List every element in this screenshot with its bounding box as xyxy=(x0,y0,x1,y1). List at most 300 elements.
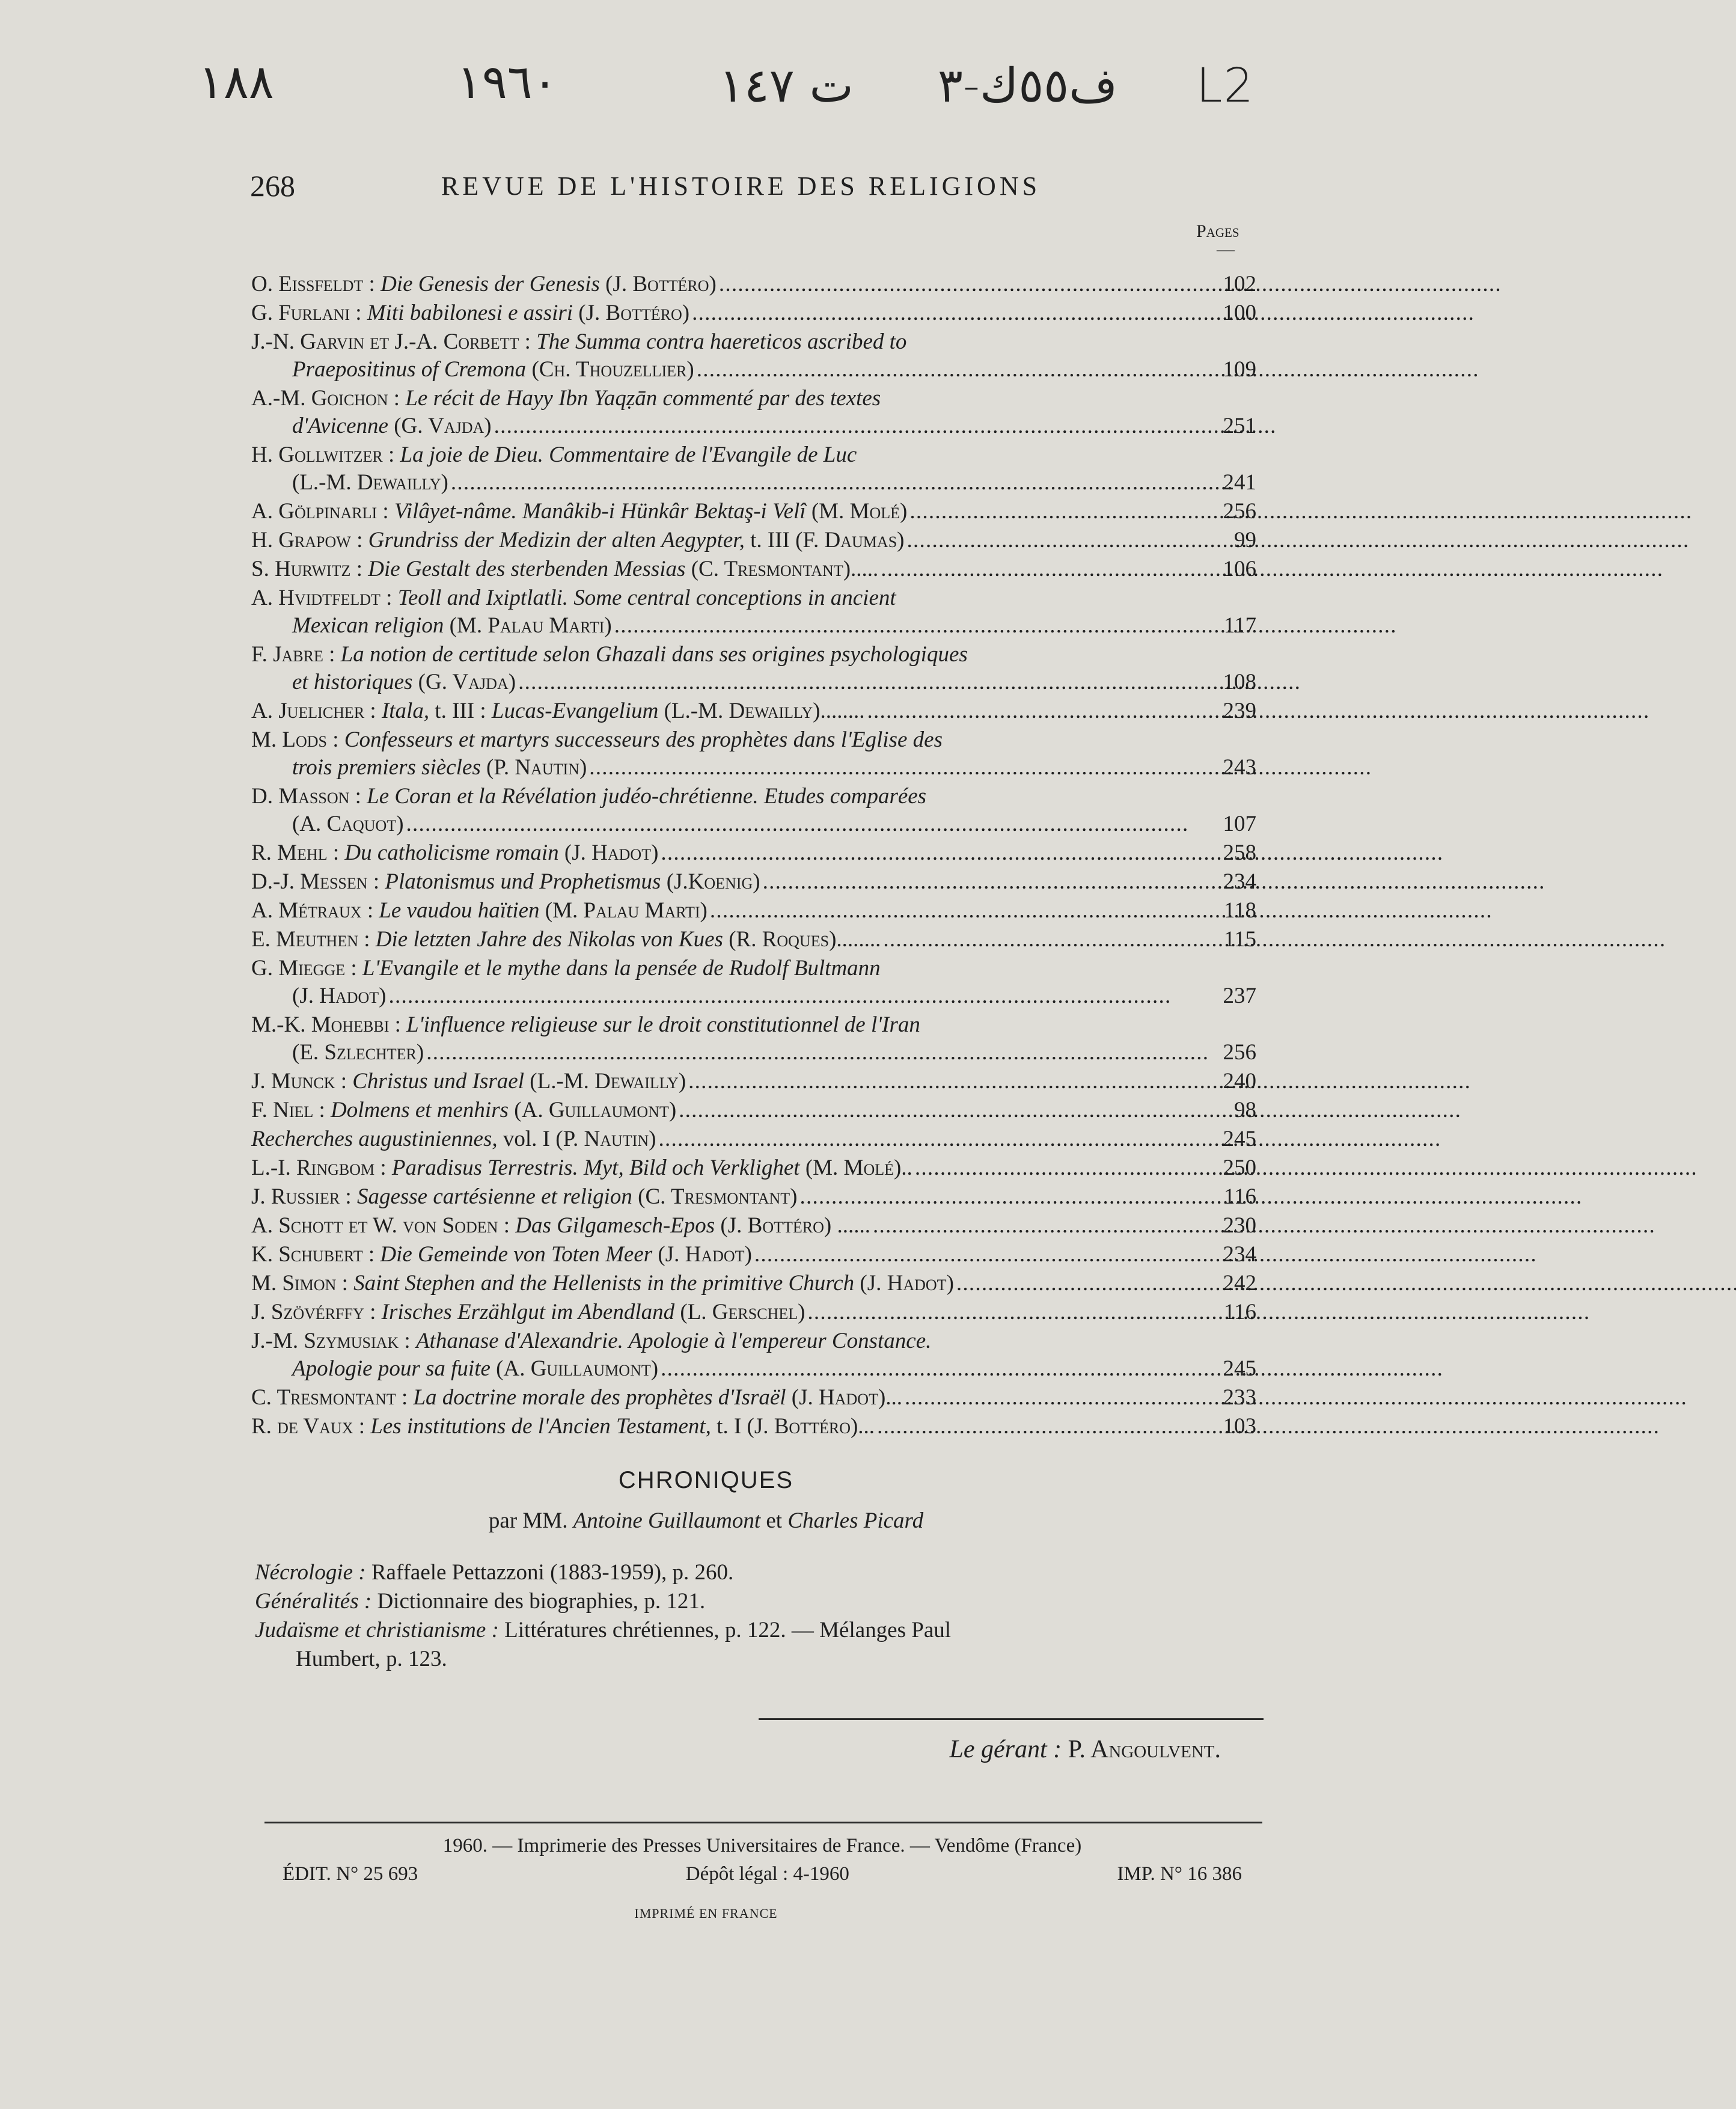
chronique-text: Dictionnaire des biographies, p. 121. xyxy=(377,1589,706,1614)
toc-entry-line: F. Niel : Dolmens et menhirs (A. Guillaumont) . . . xyxy=(251,1097,1199,1124)
entry-author: G. Miegge xyxy=(251,956,346,981)
entry-reviewer: J. Hadot xyxy=(572,840,652,865)
toc-entry-line: (J. Hadot) . . . xyxy=(251,982,1199,1010)
toc-entry-line: Mexican religion (M. Palau Marti) . . . xyxy=(251,612,1199,640)
toc-entry-line: (L.-M. Dewailly) . . . xyxy=(251,469,1199,497)
toc-entry-line: J.-N. Garvin et J.-A. Corbett : The Summa contra haereticos ascribed to xyxy=(251,329,907,354)
toc-entry-line: Recherches augustiniennes, vol. I (P. Nautin) . . . xyxy=(251,1125,1199,1153)
toc-entry xyxy=(251,271,1256,298)
entry-author: A. Hvidtfeldt xyxy=(251,586,381,610)
handwritten-note-1: ١٨٨ xyxy=(198,55,274,109)
leader-dots xyxy=(492,412,1274,440)
entry-author: K. Schubert xyxy=(251,1242,363,1267)
toc-entry-line: Apologie pour sa fuite (A. Guillaumont) . . . xyxy=(251,1355,1199,1383)
toc-entry xyxy=(251,955,1256,1010)
entry-reviewer: J.Koenig xyxy=(674,869,753,894)
leader-dots xyxy=(870,1212,1652,1240)
entry-title: Die letzten Jahre des Nikolas von Kues xyxy=(375,927,723,952)
toc-entry xyxy=(251,783,1256,838)
entry-author: H. Gollwitzer xyxy=(251,442,383,467)
entry-page-number: 118 xyxy=(1223,898,1256,923)
entry-author: H. Grapow xyxy=(251,528,351,553)
entry-close: ).. xyxy=(893,1156,912,1180)
entry-reviewer: L.-M. Dewailly xyxy=(537,1069,679,1094)
toc-entry-line: L.-I. Ringbom : Paradisus Terrestris. Myt, Bild och Verklighet (M. Molé).. . . . xyxy=(251,1154,1199,1182)
entry-author: E. Meuthen xyxy=(251,927,358,952)
toc-entry-line: E. Meuthen : Die letzten Jahre des Nikolas von Kues (R. Roques)........ . . . xyxy=(251,926,1199,953)
leader-dots xyxy=(676,1097,1458,1124)
entry-title: Du catholicisme romain xyxy=(344,840,559,865)
toc-entry xyxy=(251,498,1256,525)
toc-entry-line: H. Grapow : Grundriss der Medizin der alten Aegypter, t. III (F. Daumas) . . . xyxy=(251,527,1199,554)
entry-reviewer: F. Daumas xyxy=(802,528,897,553)
entry-title: Die Gemeinde von Toten Meer xyxy=(380,1242,653,1267)
pages-column-dash: — xyxy=(1217,239,1235,259)
toc-entry xyxy=(251,1384,1256,1412)
entry-reviewer: J. Bottéro xyxy=(613,272,709,296)
entry-page-number: 233 xyxy=(1223,1385,1256,1410)
leader-dots xyxy=(881,926,1663,953)
toc-entry-line: G. Miegge : L'Evangile et le mythe dans la pensée de Rudolf Bultmann xyxy=(251,956,881,981)
entry-title: d'Avicenne xyxy=(292,414,388,438)
entry-close: ) xyxy=(753,869,760,894)
leader-dots xyxy=(694,356,1476,384)
leader-dots xyxy=(612,612,1394,640)
entry-reviewer: P. Nautin xyxy=(563,1127,649,1151)
entry-title: Die Genesis der Genesis xyxy=(381,272,600,296)
entry-author: A. Schott et W. von Soden xyxy=(251,1213,498,1238)
entry-page-number: 234 xyxy=(1223,869,1256,894)
toc-entry xyxy=(251,441,1256,497)
entry-close: ) xyxy=(946,1271,954,1296)
toc-entry xyxy=(251,1270,1256,1297)
entry-author: F. Jabre xyxy=(251,642,323,667)
handwritten-note-5: L2 xyxy=(1196,59,1255,113)
leader-dots xyxy=(686,1068,1468,1095)
entry-author: J.-M. Szymusiak xyxy=(251,1329,399,1353)
toc-entry-line: O. Eissfeldt : Die Genesis der Genesis (J. Bottéro) . . . xyxy=(251,271,1199,298)
leader-dots xyxy=(656,1125,1438,1153)
entry-title: et historiques xyxy=(292,670,413,694)
entry-author: A. Métraux xyxy=(251,898,362,923)
entry-page-number: 107 xyxy=(1223,812,1256,836)
leader-dots xyxy=(404,810,1199,838)
entry-reviewer: Ch. Thouzellier xyxy=(539,357,687,382)
entry-reviewer: M. Palau Marti xyxy=(552,898,700,923)
edit-number: ÉDIT. N° 25 693 xyxy=(283,1863,418,1885)
entry-title: La notion de certitude selon Ghazali dans ses origines psychologiques xyxy=(340,642,968,667)
handwritten-note-3: ت ١٤٧ xyxy=(719,59,854,113)
entry-title: Saint Stephen and the Hellenists in the primitive Church xyxy=(353,1271,855,1296)
entry-title: Die Gestalt des sterbenden Messias xyxy=(368,557,686,581)
entry-title: La doctrine morale des prophètes d'Israël xyxy=(413,1385,786,1410)
entry-reviewer: J. Bottéro xyxy=(727,1213,824,1238)
leader-dots xyxy=(752,1241,1534,1269)
entry-author: J. Munck xyxy=(251,1069,335,1094)
entry-author: C. Tresmontant xyxy=(251,1385,396,1410)
toc-entry-line: S. Hurwitz : Die Gestalt des sterbenden Messias (C. Tresmontant)..... . . . xyxy=(251,556,1199,583)
entry-reviewer: G. Vajda xyxy=(401,414,484,438)
entry-close: ) xyxy=(700,898,708,923)
toc-entry xyxy=(251,328,1256,384)
entry-page-number: 116 xyxy=(1223,1184,1256,1209)
toc-entry xyxy=(251,1413,1256,1440)
toc-entry xyxy=(251,385,1256,440)
chronique-label: Généralités : xyxy=(255,1589,372,1614)
entry-reviewer: J. Hadot xyxy=(867,1271,947,1296)
entry-author: R. de Vaux xyxy=(251,1414,353,1439)
toc-entry-line: (A. Caquot) . . . xyxy=(251,810,1199,838)
entry-page-number: 258 xyxy=(1223,840,1256,865)
leader-dots xyxy=(878,556,1660,583)
entry-page-number: 240 xyxy=(1223,1069,1256,1094)
entry-title: Apologie pour sa fuite xyxy=(292,1356,491,1381)
entry-author: M. Lods xyxy=(251,727,328,752)
leader-dots xyxy=(954,1270,1736,1297)
toc-entry xyxy=(251,556,1256,583)
chronique-continuation: Humbert, p. 123. xyxy=(296,1647,447,1671)
entry-page-number: 239 xyxy=(1223,699,1256,723)
toc-entry-line: R. de Vaux : Les institutions de l'Ancien Testament, t. I (J. Bottéro)... . . . xyxy=(251,1413,1199,1440)
entry-reviewer: G. Vajda xyxy=(426,670,509,694)
entry-page-number: 241 xyxy=(1223,470,1256,495)
entry-title: Vilâyet-nâme. Manâkib-i Hünkâr Bektaş-i Velî xyxy=(394,499,806,524)
toc-entry xyxy=(251,299,1256,327)
entry-reviewer: M. Molé xyxy=(819,499,900,524)
entry-close: )........ xyxy=(829,927,881,952)
leader-dots xyxy=(689,299,1472,327)
toc-entry-line: A. Schott et W. von Soden : Das Gilgamesch-Epos (J. Bottéro) ...... . . . xyxy=(251,1212,1199,1240)
entry-page-number: 103 xyxy=(1223,1414,1256,1439)
chronique-item xyxy=(255,1616,1271,1645)
entry-close: )..... xyxy=(843,557,879,581)
toc-entry xyxy=(251,1327,1256,1383)
toc-entry-line: A. Juelicher : Itala, t. III : Lucas-Evangelium (L.-M. Dewailly)........ . . . xyxy=(251,697,1199,725)
entry-title: Irisches Erzählgut im Abendland xyxy=(381,1300,675,1324)
entry-title: Lucas-Evangelium xyxy=(491,699,659,723)
leader-dots xyxy=(907,498,1689,525)
entry-reviewer: L.-M. Dewailly xyxy=(671,699,813,723)
author-guillaumont: Antoine Guillaumont xyxy=(573,1508,761,1533)
toc-entry-line: D.-J. Messen : Platonismus und Prophetismus (J.Koenig) . . . xyxy=(251,868,1199,896)
entry-close: ) xyxy=(441,470,448,495)
toc-entry-line: J. Munck : Christus und Israel (L.-M. Dewailly) . . . xyxy=(251,1068,1199,1095)
entry-author: M.-K. Mohebbi xyxy=(251,1012,390,1037)
entry-title: Paradisus Terrestris. Myt, Bild och Verklighet xyxy=(391,1156,800,1180)
entry-page-number: 250 xyxy=(1223,1156,1256,1180)
entry-author: J. Russier xyxy=(251,1184,340,1209)
toc-entry-line: A. Gölpinarli : Vilâyet-nâme. Manâkib-i Hünkâr Bektaş-i Velî (M. Molé) . . . xyxy=(251,498,1199,525)
chroniques-title: CHRONIQUES xyxy=(618,1467,794,1493)
leader-dots xyxy=(516,669,1298,696)
entry-reviewer: J. Hadot xyxy=(799,1385,878,1410)
toc-entry-line: D. Masson : Le Coran et la Révélation judéo-chrétienne. Etudes comparées xyxy=(251,784,927,809)
entry-page-number: 102 xyxy=(1223,272,1256,296)
entry-author: L.-I. Ringbom xyxy=(251,1156,375,1180)
entry-author: A. Juelicher xyxy=(251,699,365,723)
entry-close: ) xyxy=(484,414,492,438)
entry-page-number: 251 xyxy=(1223,414,1256,438)
chronique-label: Nécrologie : xyxy=(255,1560,366,1585)
entry-title: Confesseurs et martyrs successeurs des prophètes dans l'Eglise des xyxy=(344,727,943,752)
entry-close: ) xyxy=(682,301,690,325)
toc-entry xyxy=(251,726,1256,782)
leader-dots xyxy=(658,1355,1440,1383)
entry-author: M. Simon xyxy=(251,1271,337,1296)
leader-dots xyxy=(658,839,1440,867)
toc-entry-line: M. Lods : Confesseurs et martyrs successeurs des prophètes dans l'Eglise des xyxy=(251,727,943,752)
entry-volume: vol. I xyxy=(497,1127,550,1151)
entry-reviewer: L.-M. Dewailly xyxy=(299,470,441,495)
entry-page-number: 256 xyxy=(1223,499,1256,524)
entry-title: Itala, xyxy=(381,699,430,723)
toc-entry-line: et historiques (G. Vajda) . . . xyxy=(251,669,1199,696)
entry-close: ) xyxy=(744,1242,752,1267)
author-picard: Charles Picard xyxy=(787,1508,924,1533)
entry-title: Mexican religion xyxy=(292,613,444,638)
entry-author: D.-J. Messen xyxy=(251,869,368,894)
entry-page-number: 243 xyxy=(1223,755,1256,780)
leader-dots xyxy=(805,1299,1587,1326)
page-number: 268 xyxy=(250,169,295,203)
entry-title: Recherches augustiniennes, xyxy=(251,1127,498,1151)
entry-close: )... xyxy=(850,1414,875,1439)
toc-entry-line: J. Szövérffy : Irisches Erzählgut im Abendland (L. Gerschel) . . . xyxy=(251,1299,1199,1326)
entry-title: Teoll and Ixiptlatli. Some central conceptions in ancient xyxy=(397,586,896,610)
toc-entry xyxy=(251,1068,1256,1095)
entry-volume: t. III : xyxy=(429,699,492,723)
entry-author: G. Furlani xyxy=(251,301,350,325)
entry-page-number: 108 xyxy=(1223,670,1256,694)
entry-close: ) xyxy=(396,812,404,836)
entry-close: ) xyxy=(686,357,694,382)
toc-entry xyxy=(251,839,1256,867)
toc-entry xyxy=(251,1241,1256,1269)
entry-close: ) xyxy=(897,528,905,553)
entry-page-number: 117 xyxy=(1223,613,1256,638)
entry-close: ) xyxy=(416,1040,424,1065)
gerant-name: P. Angoulvent. xyxy=(1068,1736,1221,1763)
chronique-text: Littératures chrétiennes, p. 122. — Mélanges Paul xyxy=(504,1618,952,1642)
toc-entry xyxy=(251,1097,1256,1124)
entry-author: J.-N. Garvin et J.-A. Corbett xyxy=(251,329,519,354)
toc-entry-line: H. Gollwitzer : La joie de Dieu. Commentaire de l'Evangile de Luc xyxy=(251,442,857,467)
entry-title: Miti babilonesi e assiri xyxy=(367,301,573,325)
toc-entry-line: M.-K. Mohebbi : L'influence religieuse sur le droit constitutionnel de l'Iran xyxy=(251,1012,920,1037)
entry-page-number: 234 xyxy=(1223,1242,1256,1267)
entry-volume: t. I xyxy=(711,1414,742,1439)
gerant-rule xyxy=(759,1718,1264,1720)
entry-page-number: 109 xyxy=(1223,357,1256,382)
toc-entry-line: G. Furlani : Miti babilonesi e assiri (J. Bottéro) . . . xyxy=(251,299,1199,327)
entry-close: ) xyxy=(900,499,908,524)
entry-author: D. Masson xyxy=(251,784,350,809)
entry-reviewer: J. Bottéro xyxy=(585,301,682,325)
leader-dots xyxy=(912,1154,1695,1182)
toc-entry-line: A. Hvidtfeldt : Teoll and Ixiptlatli. Some central conceptions in ancient xyxy=(251,586,896,610)
entry-title: Praepositinus of Cremona xyxy=(292,357,527,382)
entry-title: Le vaudou haïtien xyxy=(379,898,540,923)
toc-entry-line: A. Métraux : Le vaudou haïtien (M. Palau Marti) . . . xyxy=(251,897,1199,925)
entry-reviewer: M. Palau Marti xyxy=(456,613,605,638)
entry-title: Dolmens et menhirs xyxy=(331,1098,509,1122)
entry-page-number: 116 xyxy=(1223,1300,1256,1324)
entry-close: ) xyxy=(650,1356,659,1381)
toc-entry-line: C. Tresmontant : La doctrine morale des prophètes d'Israël (J. Hadot)... . . . xyxy=(251,1384,1199,1412)
toc-entry xyxy=(251,697,1256,725)
imp-number: IMP. N° 16 386 xyxy=(1117,1863,1242,1885)
entry-close: ) xyxy=(379,984,387,1008)
leader-dots xyxy=(387,982,1199,1010)
entry-close: ) ...... xyxy=(824,1213,870,1238)
entry-title: Le récit de Hayy Ibn Yaqẓān commenté par des textes xyxy=(405,386,881,411)
entry-close: ) xyxy=(508,670,516,694)
chronique-item xyxy=(255,1587,1271,1616)
entry-reviewer: A. Guillaumont xyxy=(503,1356,651,1381)
imprint-line: 1960. — Imprimerie des Presses Universitaires de France. — Vendôme (France) xyxy=(442,1835,1082,1856)
entry-reviewer: P. Nautin xyxy=(494,755,579,780)
leader-dots xyxy=(717,271,1499,298)
entry-author: R. Mehl xyxy=(251,840,328,865)
entry-title: Le Coran et la Révélation judéo-chrétienne. Etudes comparées xyxy=(367,784,927,809)
leader-dots xyxy=(424,1039,1206,1067)
entry-author: J. Szövérffy xyxy=(251,1300,364,1324)
entry-page-number: 256 xyxy=(1223,1040,1256,1065)
toc-entry xyxy=(251,868,1256,896)
imprint-rule xyxy=(264,1822,1262,1823)
toc-entry-line: Praepositinus of Cremona (Ch. Thouzellier) . . . xyxy=(251,356,1199,384)
entry-title: L'influence religieuse sur le droit constitutionnel de l'Iran xyxy=(406,1012,920,1037)
entry-author: A.-M. Goichon xyxy=(251,386,388,411)
entry-close: ) xyxy=(790,1184,798,1209)
entry-close: ) xyxy=(651,840,659,865)
toc-entry-line: A.-M. Goichon : Le récit de Hayy Ibn Yaqẓān commenté par des textes xyxy=(251,386,881,411)
leader-dots xyxy=(760,868,1542,896)
entry-author: F. Niel xyxy=(251,1098,314,1122)
entry-title: Grundriss der Medizin der alten Aegypter, xyxy=(368,528,745,553)
toc-entry xyxy=(251,584,1256,640)
toc-entry xyxy=(251,1299,1256,1326)
entry-reviewer: L. Gerschel xyxy=(687,1300,798,1324)
chronique-item xyxy=(255,1558,1271,1587)
entry-close: ) xyxy=(668,1098,677,1122)
toc-entry-line: d'Avicenne (G. Vajda) . . . xyxy=(251,412,1199,440)
toc-entry xyxy=(251,641,1256,696)
toc-entry xyxy=(251,897,1256,925)
entry-close: )........ xyxy=(813,699,865,723)
toc-entry xyxy=(251,527,1256,554)
toc-entry-line: (E. Szlechter) . . . xyxy=(251,1039,1199,1067)
leader-dots xyxy=(904,527,1686,554)
running-title: REVUE DE L'HISTOIRE DES RELIGIONS xyxy=(441,171,1041,201)
toc-entry-line: F. Jabre : La notion de certitude selon Ghazali dans ses origines psychologiques xyxy=(251,642,968,667)
entry-reviewer: J. Bottéro xyxy=(754,1414,851,1439)
entry-reviewer: J. Hadot xyxy=(299,984,379,1008)
reviews-index xyxy=(251,271,1256,1442)
toc-entry xyxy=(251,1183,1256,1211)
gerant-signature xyxy=(949,1735,1221,1764)
depot-legal: Dépôt légal : 4-1960 xyxy=(685,1863,849,1885)
handwritten-note-2: ١٩٦٠ xyxy=(457,55,558,109)
entry-reviewer: C. Tresmontant xyxy=(698,557,843,581)
toc-entry-line: J. Russier : Sagesse cartésienne et religion (C. Tresmontant) . . . xyxy=(251,1183,1199,1211)
entry-page-number: 245 xyxy=(1223,1356,1256,1381)
entry-author: A. Gölpinarli xyxy=(251,499,377,524)
entry-title: Sagesse cartésienne et religion xyxy=(356,1184,632,1209)
entry-title: La joie de Dieu. Commentaire de l'Evangile de Luc xyxy=(400,442,857,467)
entry-page-number: 237 xyxy=(1223,984,1256,1008)
entry-title: Platonismus und Prophetismus xyxy=(385,869,661,894)
gerant-label: Le gérant : xyxy=(949,1736,1062,1763)
printed-in-france: IMPRIMÉ EN FRANCE xyxy=(634,1906,778,1921)
entry-close: ) xyxy=(678,1069,686,1094)
toc-entry-line: M. Simon : Saint Stephen and the Hellenists in the primitive Church (J. Hadot) . . . xyxy=(251,1270,1199,1297)
entry-title: Das Gilgamesch-Epos xyxy=(515,1213,715,1238)
entry-close: )... xyxy=(878,1385,903,1410)
entry-author: S. Hurwitz xyxy=(251,557,351,581)
handwritten-note-4: ف٥٥ك-٣ xyxy=(938,59,1117,113)
entry-reviewer: R. Roques xyxy=(736,927,830,952)
chronique-label: Judaïsme et christianisme : xyxy=(255,1618,499,1642)
entry-reviewer: J. Hadot xyxy=(665,1242,745,1267)
toc-entry xyxy=(251,1212,1256,1240)
entry-reviewer: E. Szlechter xyxy=(299,1040,417,1065)
toc-entry xyxy=(251,1125,1256,1153)
entry-reviewer: M. Molé xyxy=(813,1156,894,1180)
leader-dots xyxy=(902,1384,1684,1412)
entry-author: O. Eissfeldt xyxy=(251,272,364,296)
leader-dots xyxy=(797,1183,1579,1211)
entry-page-number: 98 xyxy=(1234,1098,1256,1122)
chroniques-list xyxy=(255,1558,1271,1674)
entry-reviewer: A. Guillaumont xyxy=(521,1098,669,1122)
entry-page-number: 242 xyxy=(1223,1271,1256,1296)
toc-entry-line: K. Schubert : Die Gemeinde von Toten Meer (J. Hadot) . . . xyxy=(251,1241,1199,1269)
entry-page-number: 100 xyxy=(1223,301,1256,325)
leader-dots xyxy=(448,469,1230,497)
entry-close: ) xyxy=(798,1300,805,1324)
entry-close: ) xyxy=(604,613,612,638)
entry-title: trois premiers siècles xyxy=(292,755,481,780)
toc-entry xyxy=(251,1154,1256,1182)
imprint-block xyxy=(283,1835,1242,1885)
entry-title: The Summa contra haereticos ascribed to xyxy=(536,329,907,354)
chronique-text: Raffaele Pettazzoni (1883-1959), p. 260. xyxy=(371,1560,734,1585)
leader-dots xyxy=(708,897,1490,925)
toc-entry-line: J.-M. Szymusiak : Athanase d'Alexandrie. Apologie à l'empereur Constance. xyxy=(251,1329,932,1353)
entry-page-number: 99 xyxy=(1234,528,1256,553)
entry-page-number: 230 xyxy=(1223,1213,1256,1238)
pages-column-label: Pages xyxy=(1196,221,1239,241)
entry-reviewer: A. Caquot xyxy=(299,812,397,836)
entry-close: ) xyxy=(579,755,587,780)
entry-close: ) xyxy=(649,1127,656,1151)
toc-entry-line: R. Mehl : Du catholicisme romain (J. Hadot) . . . xyxy=(251,839,1199,867)
entry-close: ) xyxy=(709,272,717,296)
chroniques-authors xyxy=(0,1508,1412,1534)
leader-dots xyxy=(875,1413,1657,1440)
authors-conj: et xyxy=(766,1508,783,1533)
entry-page-number: 245 xyxy=(1223,1127,1256,1151)
authors-prefix: par MM. xyxy=(488,1508,568,1533)
entry-reviewer: C. Tresmontant xyxy=(645,1184,790,1209)
entry-title: Christus und Israel xyxy=(352,1069,525,1094)
entry-title: Athanase d'Alexandrie. Apologie à l'empereur Constance. xyxy=(415,1329,932,1353)
entry-volume: t. III xyxy=(744,528,790,553)
entry-page-number: 106 xyxy=(1223,557,1256,581)
toc-entry xyxy=(251,926,1256,953)
entry-title: Les institutions de l'Ancien Testament, xyxy=(370,1414,711,1439)
